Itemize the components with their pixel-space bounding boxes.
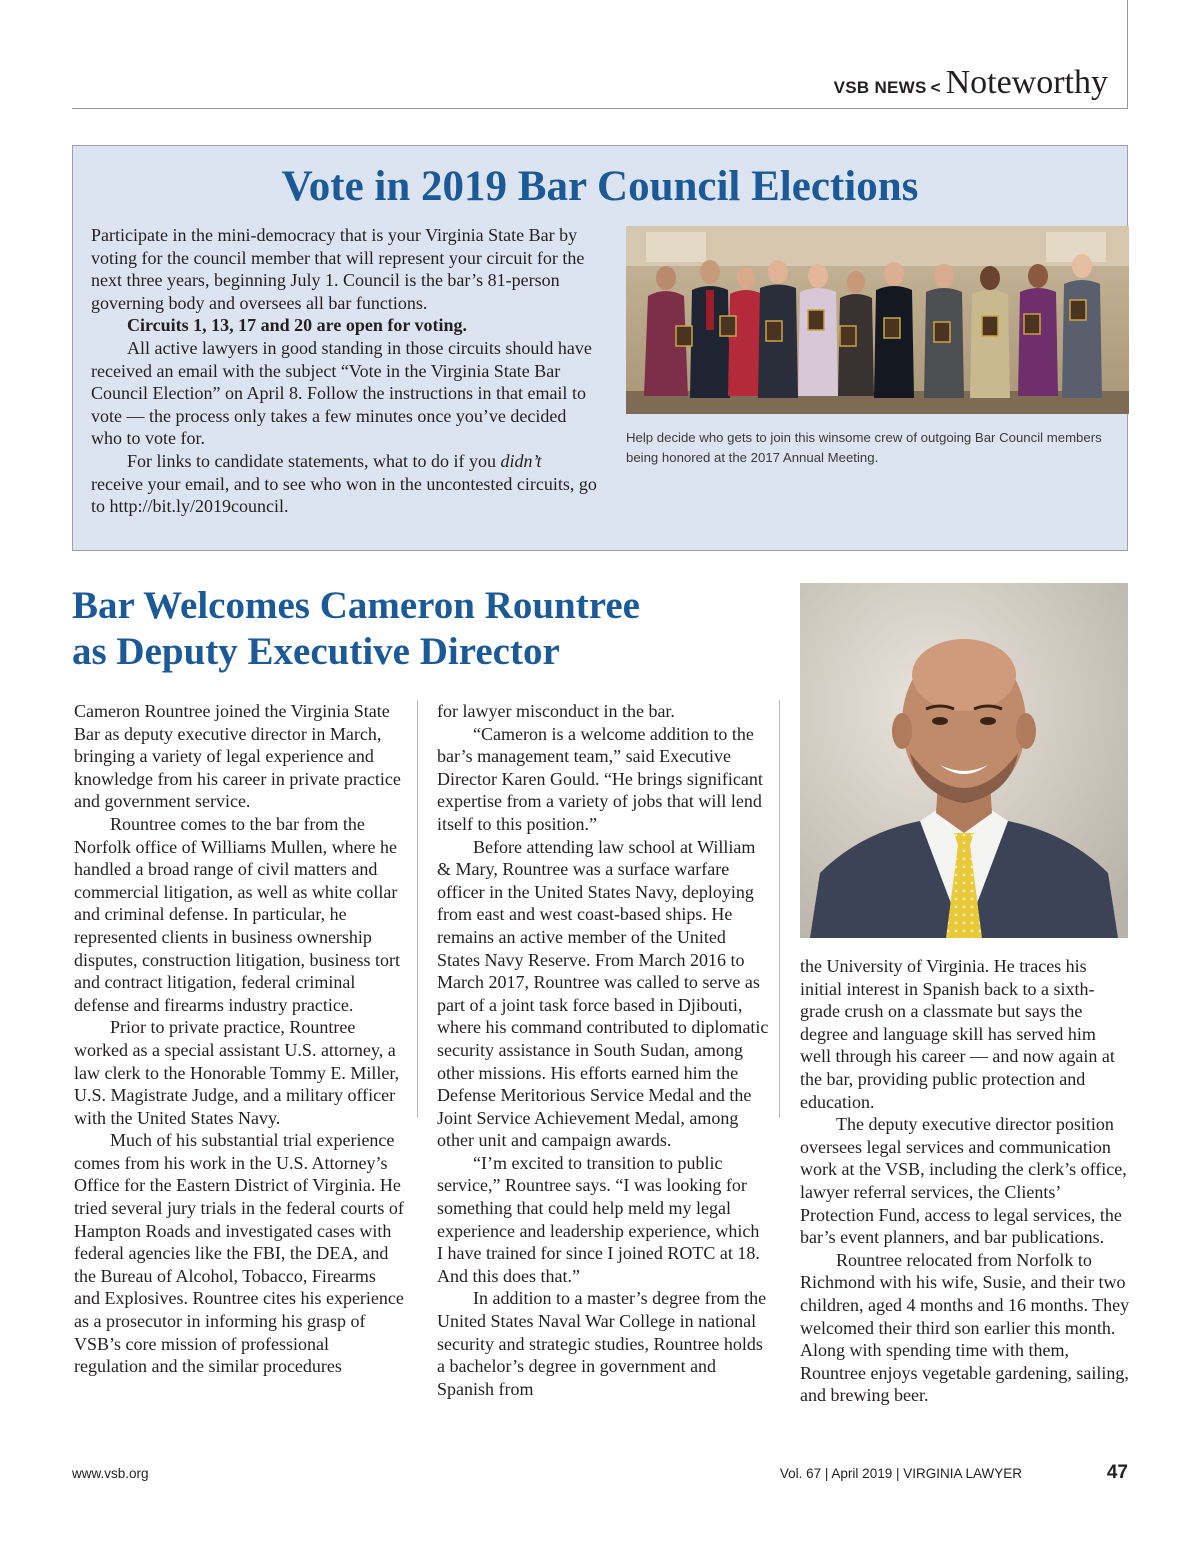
article-paragraph: Prior to private practice, Rountree worked as a special assistant U.S. attorney, a law clerk to the Honorable Tommy E. Miller, U.S. Magistrate Judge, and a military officer with the United States Navy. bbox=[74, 1017, 400, 1128]
rountree-portrait-photo bbox=[800, 583, 1128, 938]
header-vertical-rule bbox=[1127, 0, 1128, 108]
section-name: VSB NEWS bbox=[833, 78, 927, 97]
section-header bbox=[834, 64, 1108, 102]
footer-issue-info: Vol. 67 | April 2019 | VIRGINIA LAWYER bbox=[779, 1466, 1022, 1481]
article-column-2 bbox=[437, 700, 769, 1400]
article-paragraph: “I’m excited to transition to public service,” Rountree says. “I was looking for something that could help meld my legal experience and leadership experience, which I have trained for since I joined ROTC at 18. And this does that.” bbox=[437, 1152, 760, 1286]
article-paragraph: Rountree relocated from Norfolk to Richmond with his wife, Susie, and their two children, aged 4 months and 16 months. They welcomed their third son earlier this month. Along with spending time with them, Rountree enjoys vegetable gardening, sailing, and brewing beer. bbox=[800, 1249, 1130, 1406]
vote-circuits-notice: Circuits 1, 13, 17 and 20 are open for voting. bbox=[127, 315, 468, 336]
article-paragraph: for lawyer misconduct in the bar. bbox=[437, 701, 675, 721]
article-column-3 bbox=[800, 955, 1130, 1407]
vote-links-emphasis: didn’t bbox=[500, 450, 542, 471]
photo-caption: Help decide who gets to join this winsome crew of outgoing Bar Council members being honored at the 2017 Annual Meeting. bbox=[626, 430, 1102, 465]
article-paragraph: Before attending law school at William & Mary, Rountree was a surface warfare officer in the United States Navy, deploying from east and west coast-based ships. He remains an active member of the United States Navy Reserve. From March 2016 to March 2017, Rountree was called to serve as part of a joint task force based in Djibouti, where his command contributed to diplomatic security assistance in South Sudan, among other missions. His efforts earned him the Defense Meritorious Service Medal and the Joint Service Achievement Medal, among other unit and campaign awards. bbox=[437, 836, 769, 1151]
page-number: 47 bbox=[1106, 1462, 1128, 1483]
article-title bbox=[72, 583, 772, 675]
section-label: Noteworthy bbox=[945, 64, 1108, 101]
vote-paragraph: Participate in the mini-democracy that is your Virginia State Bar by voting for the council member that will represent your circuit for the next three years, beginning July 1. Council is the bar’s 81-person governing body and oversees all bar functions. bbox=[91, 225, 585, 313]
vote-title: Vote in 2019 Bar Council Elections bbox=[281, 163, 919, 210]
vote-body bbox=[91, 224, 597, 518]
article-paragraph: the University of Virginia. He traces his initial interest in Spanish back to a sixth-grade crush on a classmate but says the degree and language skill has served him well through his career — and now again at the bar, providing public protection and education. bbox=[800, 956, 1115, 1112]
article-paragraph: Cameron Rountree joined the Virginia State Bar as deputy executive director in March, bringing a variety of legal experience and knowledge from his career in private practice and government service. bbox=[74, 701, 401, 812]
vote-links-text-end: receive your email, and to see who won in the uncontested circuits, go to http://bit.ly/2019council. bbox=[91, 473, 597, 517]
vote-paragraph bbox=[91, 450, 597, 518]
article-paragraph: Much of his substantial trial experience comes from his work in the U.S. Attorney’s Office for the Eastern District of Virginia. He tried several jury trials in the federal courts of Hampton Roads and investigated cases with federal agencies like the FBI, the DEA, and the Bureau of Alcohol, Tobacco, Firearms and Explosives. Rountree cites his experience as a prosecutor in informing his grasp of VSB’s core mission of professional regulation and the similar procedures bbox=[74, 1130, 404, 1377]
article-paragraph: “Cameron is a welcome addition to the bar’s management team,” said Executive Director Karen Gould. “He brings significant expertise from a variety of jobs that will lend itself to this position.” bbox=[437, 723, 763, 834]
header-rule bbox=[72, 108, 1128, 109]
article-paragraph: The deputy executive director position oversees legal services and communication work at the VSB, including the clerk’s office, lawyer referral services, the Clients’ Protection Fund, access to legal services, the bar’s event planners, and bar publications. bbox=[800, 1114, 1127, 1248]
vote-paragraph: All active lawyers in good standing in those circuits should have received an email with the subject “Vote in the Virginia State Bar Council Election” on April 8. Follow the instructions in that email to vote — the process only takes a few minutes once you’ve decided who to vote for. bbox=[91, 337, 592, 449]
vote-links-text: For links to candidate statements, what to do if you bbox=[127, 450, 501, 471]
article-column-1 bbox=[74, 700, 406, 1378]
section-separator: < bbox=[930, 78, 941, 97]
article-paragraph: Rountree comes to the bar from the Norfolk office of Williams Mullen, where he handled a broad range of civil matters and commercial litigation, as well as white collar and criminal defense. In particular, he represented clients in business ownership disputes, construction litigation, business tort and contract litigation, federal criminal defense and firearms industry practice. bbox=[74, 813, 400, 1015]
footer-website: www.vsb.org bbox=[72, 1466, 149, 1481]
article-title-line: Bar Welcomes Cameron Rountree bbox=[72, 584, 640, 627]
council-group-photo bbox=[626, 226, 1129, 414]
article-title-line: as Deputy Executive Director bbox=[72, 630, 560, 673]
article-paragraph: In addition to a master’s degree from the United States Naval War College in national security and strategic studies, Rountree holds a bachelor’s degree in government and Spanish from bbox=[437, 1288, 767, 1399]
column-divider bbox=[417, 700, 418, 1118]
vote-sidebar-box bbox=[72, 145, 1128, 551]
column-divider bbox=[779, 700, 780, 1118]
vote-paragraph-bold bbox=[91, 314, 597, 337]
